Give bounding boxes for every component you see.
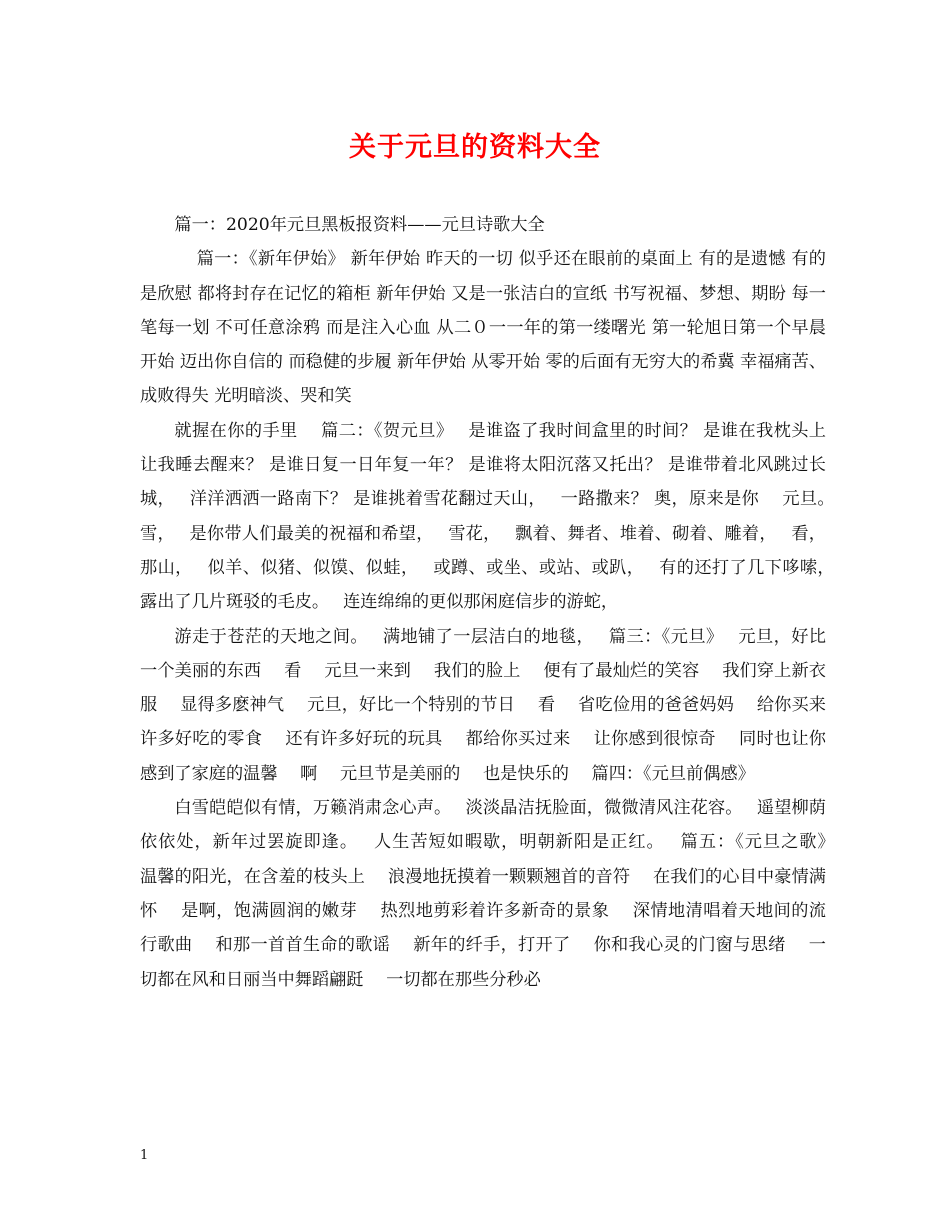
paragraph-2: 篇一：《新年伊始》 新年伊始 昨天的一切 似乎还在眼前的桌面上 有的是遗憾 有的是欣慰 都将封存在记忆的箱柜 新年伊始 又是一张洁白的宣纸 书写祝福、梦想、期盼 每一笔每一划 不可任意涂鸦 而是注入心血 从二０一一年的第一缕曙光 第一轮旭日第一个早晨开始 迈出你自信的 而稳健的步履 新年伊始 从零开始 零的后面有无穷大的希冀 幸福痛苦、成败得失 光明暗淡、哭和笑 [140, 249, 826, 407]
document-body [140, 208, 849, 997]
paragraph-3: 就握在你的手里 篇二：《贺元旦》 是谁盗了我时间盒里的时间？ 是谁在我枕头上让我睡去醒来？ 是谁日复一日年复一年？ 是谁将太阳沉落又托出？ 是谁带着北风跳过长城， 洋洋洒洒一路南下？ 是谁挑着雪花翻过天山， 一路撒来？ 奥，原来是你 元旦。 雪， 是你带人们最美的祝福和希望， 雪花， 飘着、舞者、堆着、砌着、雕着， 看，那山， 似羊、似猪、似馍、似蛙， 或蹲、或坐、或站、或趴， 有的还打了几下哆嗦， 露出了几片斑驳的毛皮。 连连绵绵的更似那闲庭信步的游蛇， [140, 420, 849, 613]
paragraph-4: 游走于苍茫的天地之间。 满地铺了一层洁白的地毯， 篇三：《元旦》 元旦，好比一个美丽的东西 看 元旦一来到 我们的脸上 便有了最灿烂的笑容 我们穿上新衣服 显得多麽神气 元旦，好比一个特别的节日 看 省吃俭用的爸爸妈妈 给你买来许多好吃的零食 还有许多好玩的玩具 都给你买过来 让你感到很惊奇 同时也让你感到了家庭的温馨 啊 元旦节是美丽的 也是快乐的 篇四：《元旦前偶感》 [140, 626, 826, 784]
page-number: 1 [140, 1148, 149, 1163]
paragraph-1: 篇一：2020年元旦黑板报资料——元旦诗歌大全 [174, 215, 545, 235]
document-title: 关于元旦的资料大全 [349, 132, 601, 163]
paragraph-5: 白雪皑皑似有情，万籁消肃念心声。 淡淡晶洁抚脸面，微微清风注花容。 遥望柳荫依依处，新年过罢旋即逢。 人生苦短如暇歇，明朝新阳是正红。 篇五：《元旦之歌》 温馨的阳光，在含羞的枝头上 浪漫地抚摸着一颗颗翘首的音符 在我们的心目中豪情满怀 是啊，饱满圆润的嫩芽 热烈地剪彩着许多新奇的景象 深情地清唱着天地间的流行歌曲 和那一首首生命的歌谣 新年的纤手，打开了 你和我心灵的门窗与思绪 一切都在风和日丽当中舞蹈翩跹 一切都在那些分秒必 [140, 798, 849, 990]
